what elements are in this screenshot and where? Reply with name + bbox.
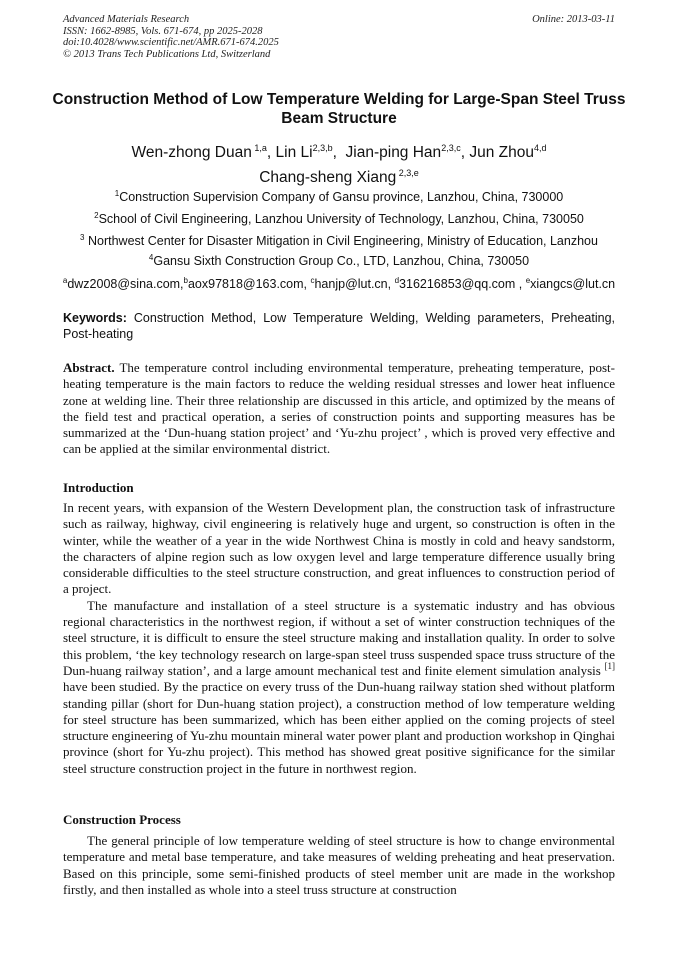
author-sup: 2,3,e [398,168,419,178]
author-name: Wen-zhong Duan [131,144,252,161]
introduction-body [63,500,615,777]
author-name: Jun Zhou [469,144,534,161]
affiliation: $^2$School of Civil Engineering, Lanzhou University of Technology, Lanzhou, China, 730050 [94,211,584,226]
author-name: Lin Li [275,144,313,161]
copyright: © 2013 Trans Tech Publications Ltd, Switzerland [63,48,271,60]
author-name: Chang-sheng Xiang [259,169,397,186]
paragraph: The manufacture and installation of a steel structure is a systematic industry and has obvious regional characteristics in the northwest region, if without a set of winter construction techniques of the steel structure, it is difficult to ensure the steel structure making and installation quality. In order to solve this problem, ‘the key technology research on large-span steel truss suspended space truss structure of the Dun-huang railway station’, and a large amount mechanical test and finite element simulation analysis [1] have been studied. By the practice on every truss of the Dun-huang railway station shed without platform standing pillar (short for Dun-huang station project), a construction method of low temperature welding for steel structure has been summarized, which has been either applied on the coming projects of steel structure engineering of Yu-zhu mountain mineral water power plant and production workshop in Qinghai province (short for Yu-zhu project). This method has showed great positive significance for the similar steel structure construction project in the future in northwest region. [63,597,615,776]
email-link[interactable]: dwz2008@sina.com, [67,277,184,291]
email-list: $^a$dwz2008@sina.com,$^b$aox97818@163.com, $^c$hanjp@lut.cn, $^d$316216853@qq.com , $^e$xiangcs@lut.cn [62,276,616,291]
citation[interactable]: [1] [604,660,615,671]
author-sup: 4,d [533,143,547,153]
email-link[interactable]: hanjp@lut.cn, [314,277,395,291]
abstract-text: The temperature control including environmental temperature, preheating temperature, post-heating temperature is the main factors to reduce the welding residual stresses and lower heat influence zone at welding line. Their three relationship are discussed in this article, and optimized by the means of the field test and practical operation, a series of construction points and supporting measures has be summarized at the ‘Dun-huang station project’ and ‘Yu-zhu project’ , which is proved very effective and can be applied at the similar environmental district. [63,360,615,457]
email-link[interactable]: xiangcs@lut.cn [530,277,616,291]
issn: ISSN: 1662-8985, Vols. 671-674, pp 2025-2028 [63,25,263,37]
email-link[interactable]: aox97818@163.com, [187,277,311,291]
paragraph: The general principle of low temperature welding of steel structure is how to change environmental temperature and metal base temperature, and take measures of welding preheating and heat preservation. Based on this principle, some semi-finished products of steel member unit are made in the workshop firstly, and then installed as whole into a steel truss structure at construction [63,833,615,897]
construction-body [63,833,615,898]
keywords [63,310,615,342]
affiliation: $^4$Gansu Sixth Construction Group Co., LTD, Lanzhou, China, 730050 [148,253,530,268]
author-sup: 1,a [254,143,267,153]
affiliation: $^3$ Northwest Center for Disaster Mitigation in Civil Engineering, Ministry of Education, Lanzhou [80,233,598,248]
author-line-2 [40,165,638,190]
author-name: Jian-ping Han [345,144,442,161]
author-line-1: Wen-zhong Duan $^{1,a}$, Lin Li$^{2,3,b}$, Jian-ping Han$^{2,3,c}$, Jun Zhou$^{4,d}$ [131,143,547,161]
section-heading-construction: Construction Process [63,812,181,827]
keywords-label: Keywords: [63,311,127,325]
section-heading-introduction: Introduction [63,480,134,495]
email-link[interactable]: 316216853@qq.com , [399,277,526,291]
author-sup: 2,3,b [312,143,333,153]
paper-title: Construction Method of Low Temperature Welding for Large-Span Steel Truss Beam Structure [52,91,626,127]
doi: doi:10.4028/www.scientific.net/AMR.671-674.2025 [63,37,279,49]
keywords-text: Construction Method, Low Temperature Welding, Welding parameters, Preheating, Post-heating [63,311,615,341]
abstract [63,360,615,458]
author-list [40,140,638,190]
abstract-label: Abstract. [63,360,115,375]
paragraph: In recent years, with expansion of the Western Development plan, the construction task of infrastructure such as railway, highway, civil engineering is relatively huge and urgent, so construction is often in the winter, while the weather of a year in the wide Northwest China is mostly in cold and heavy sandstorm, the characters of alpine region such as low oxygen level and large temperature difference usually bring considerable difficulties to the steel structure construction, and great influences to construction period of a project. [63,500,615,597]
online-date: Online: 2013-03-11 [532,14,615,25]
journal-name: Advanced Materials Research [63,14,190,25]
journal-header [63,14,615,60]
affiliation: $^1$Construction Supervision Company of Gansu province, Lanzhou, China, 730000 [114,189,564,204]
author-sup: 2,3,c [441,143,461,153]
